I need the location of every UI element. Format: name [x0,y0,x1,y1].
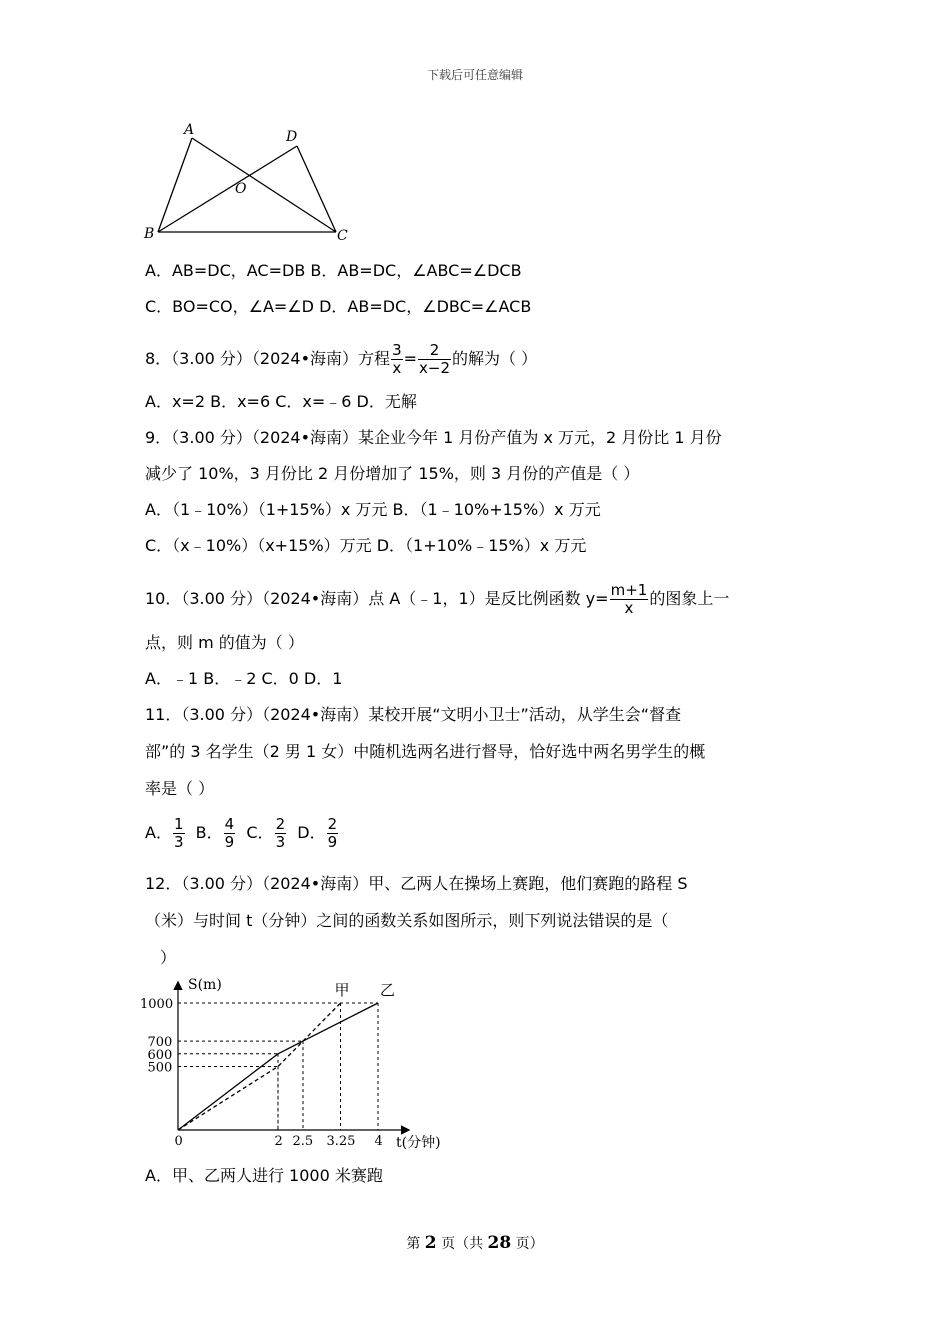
q8-equals: = [403,349,418,368]
q11-line3: 率是（ ） [145,779,215,798]
q8-suffix: 的解为（ ） [452,349,538,368]
label-c: C [337,228,348,244]
label-b: B [144,226,155,242]
q12-line1: 12．（3.00 分）（2024•海南）甲、乙两人在操场上赛跑，他们赛跑的路程 S [145,874,688,893]
label-o: O [235,181,247,197]
q12-option-a: A．甲、乙两人进行 1000 米赛跑 [145,1166,383,1185]
q10-line2: 点，则 m 的值为（ ） [145,633,304,652]
x-tick-label: 2.5 [292,1134,314,1149]
q11-option-a-label: A． [145,823,172,842]
page-header: 下载后可任意编辑 [426,68,523,82]
x-tick-label: 3.25 [326,1134,356,1149]
q8-fraction-2: $\frac{2}{x-2}$ [419,341,451,377]
q9-line1: 9．（3.00 分）（2024•海南）某企业今年 1 月份产值为 x 万元，2 月份比 1 月份 [145,428,722,447]
x-tick-label: 4 [374,1134,383,1149]
q8-stem [145,342,537,377]
y-tick-label: 1000 [140,997,174,1012]
q10-stem [145,582,729,617]
q8-fraction-1: $\frac{3}{x}$ [392,341,402,377]
q8-prefix: 8．（3.00 分）（2024•海南）方程 [145,349,391,368]
x-tick-label: 2 [274,1134,283,1149]
label-a: A [184,122,195,138]
page-footer: 第 2 页（共 28 页） [406,1233,544,1253]
q9-line2: 减少了 10%，3 月份比 2 月份增加了 15%，则 3 月份的产值是（ ） [145,464,640,483]
q12-line2: （米）与时间 t（分钟）之间的函数关系如图所示，则下列说法错误的是（ [145,911,669,930]
q12-line3: ） [160,948,177,967]
q11-line1: 11．（3.00 分）（2024•海南）某校开展“文明小卫士”活动，从学生会“督查 [145,705,682,724]
y-axis-label: S(m) [188,977,222,993]
y-tick-label: 700 [147,1035,173,1051]
series-label-jia: 甲 [334,981,350,999]
q9-option-ab: A．（1﹣10%）（1+15%）x 万元 B．（1﹣10%+15%）x 万元 [145,500,601,519]
segment-ab [158,138,192,232]
q11-option-b-label: B． [195,823,223,842]
q7-options-row1: A．AB=DC，AC=DB B．AB=DC，∠ABC=∠DCB [145,261,522,280]
q10-fraction: $\frac{m+1}{x}$ [610,581,648,617]
distance-time-chart [130,975,460,1155]
q11-option-b-fraction: $\frac{4}{9}$ [224,815,235,851]
total-pages: 28 [487,1233,512,1253]
q10-suffix: 的图象上一 [649,589,730,608]
q11-option-d-label: D． [297,823,326,842]
q10-prefix: 10．（3.00 分）（2024•海南）点 A（﹣1，1）是反比例函数 y= [145,589,609,608]
q11-option-a-fraction: $\frac{1}{3}$ [173,815,184,851]
y-tick-label: 500 [147,1060,173,1076]
q11-options [145,816,339,851]
current-page: 2 [424,1233,437,1253]
label-d: D [286,129,298,145]
segment-bd [158,146,297,232]
q11-option-c-fraction: $\frac{2}{3}$ [275,815,286,851]
q7-options-row2: C．BO=CO，∠A=∠D D．AB=DC，∠DBC=∠ACB [145,297,532,316]
x-axis-label: t(分钟) [396,1135,441,1151]
q9-option-cd: C．（x﹣10%）（x+15%）万元 D．（1+10%﹣15%）x 万元 [145,536,587,555]
q11-option-c-label: C． [246,823,274,842]
y-tick-label: 600 [147,1047,173,1063]
q11-option-d-fraction: $\frac{2}{9}$ [327,815,338,851]
q8-options: A．x=2 B．x=6 C．x=﹣6 D．无解 [145,392,417,411]
x-tick-label: 0 [174,1134,183,1149]
series-label-yi: 乙 [380,981,396,999]
geometry-figure [140,120,360,250]
q10-options: A．﹣1 B．﹣2 C．0 D．1 [145,669,343,688]
q11-line2: 部”的 3 名学生（2 男 1 女）中随机选两名进行督导，恰好选中两名男学生的概 [145,742,706,761]
